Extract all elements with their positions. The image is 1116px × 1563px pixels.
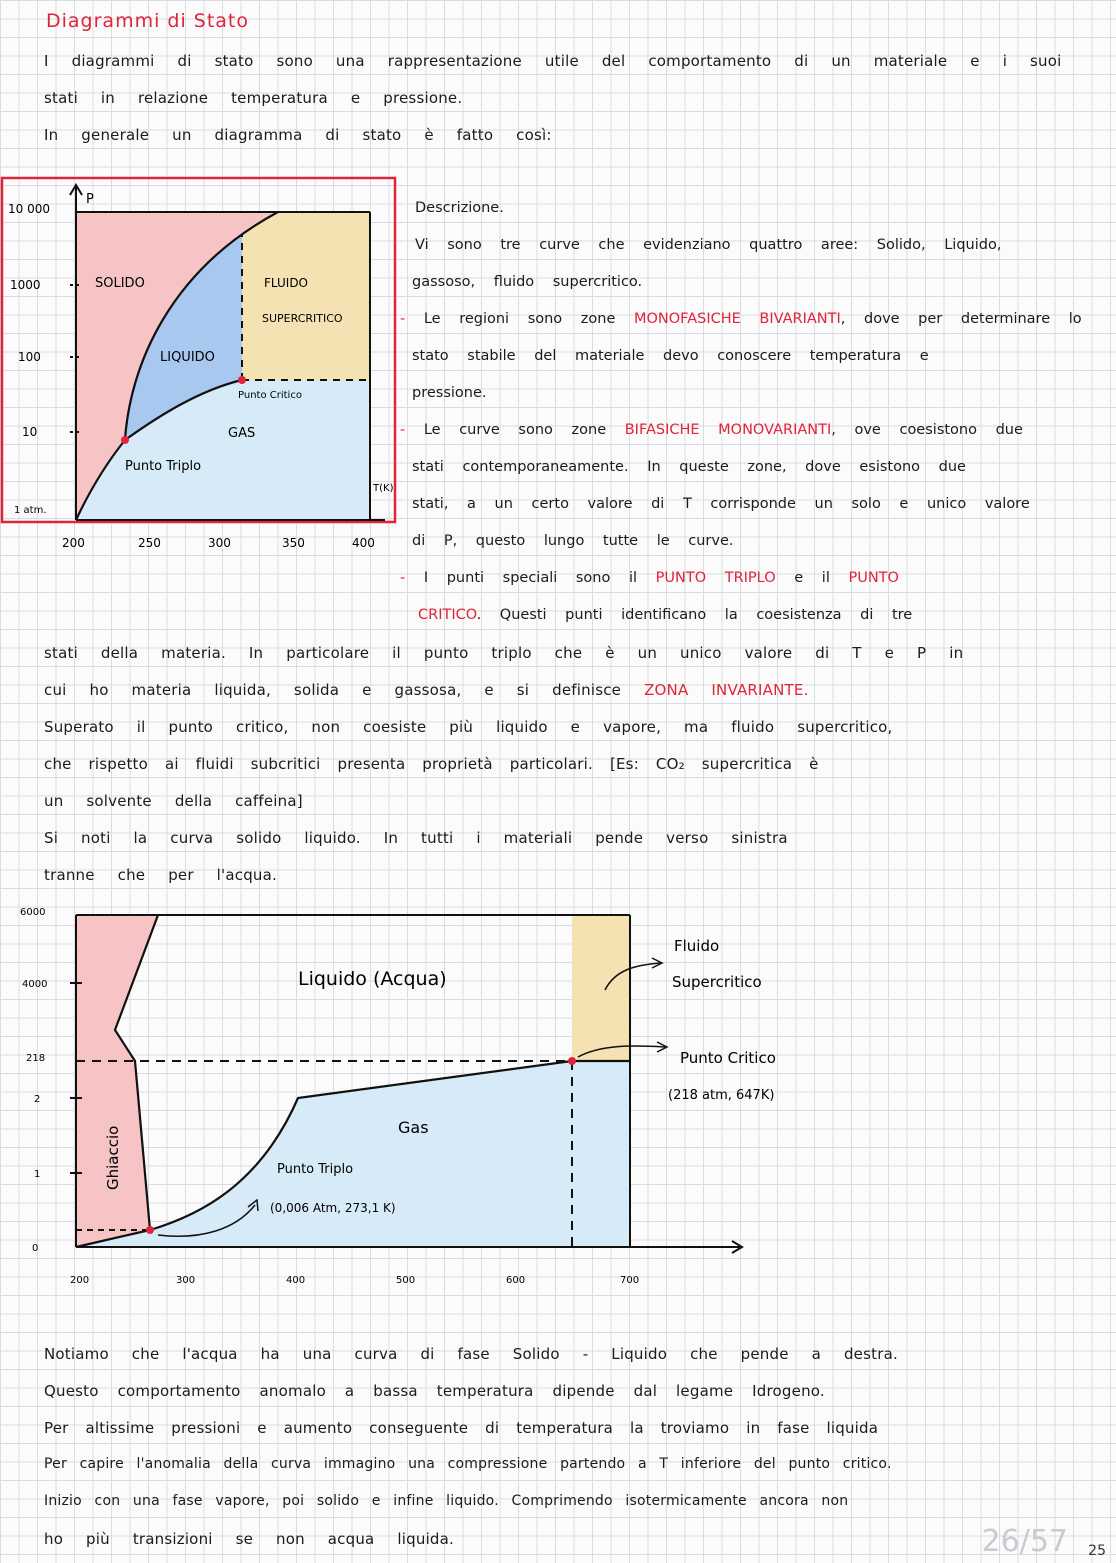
page-title: Diagrammi di Stato bbox=[46, 10, 250, 32]
label-critical-point: Punto Critico bbox=[680, 1049, 776, 1067]
desc-p2-l2: stato stabile del materiale devo conoscere temperatura e bbox=[412, 348, 929, 364]
phase-diagram-general bbox=[0, 175, 410, 555]
label-fluido: FLUIDO bbox=[264, 276, 308, 290]
body-line-4: che rispetto ai fluidi subcritici presenta proprietà particolari. [Es: CO₂ supercritica è bbox=[44, 755, 819, 773]
footer-line-4: Per capire l'anomalia della curva immagino una compressione partendo a T inferiore del punto critico. bbox=[44, 1456, 892, 1472]
label-gas: GAS bbox=[228, 426, 256, 441]
footer-line-3: Per altissime pressioni e aumento conseguente di temperatura la troviamo in fase liquida bbox=[44, 1419, 879, 1437]
label-liquido: LIQUIDO bbox=[160, 350, 215, 365]
desc-p2-l3: pressione. bbox=[412, 385, 487, 401]
x-tick-300: 300 bbox=[176, 1275, 196, 1286]
p-axis-label: P bbox=[86, 192, 94, 207]
y-tick-2: 2 bbox=[34, 1094, 41, 1105]
triple-point-marker bbox=[146, 1226, 154, 1234]
ice-region bbox=[76, 915, 158, 1247]
label-critical-point-value: (218 atm, 647K) bbox=[668, 1088, 775, 1103]
x-tick-400: 400 bbox=[352, 536, 375, 550]
body-line-5: un solvente della caffeina] bbox=[44, 792, 303, 810]
y-tick-218: 218 bbox=[26, 1053, 46, 1064]
y-tick-6000: 6000 bbox=[20, 907, 46, 918]
critical-point-marker bbox=[238, 376, 246, 384]
x-tick-600: 600 bbox=[506, 1275, 526, 1286]
y-tick-100: 100 bbox=[18, 350, 41, 364]
x-tick-250: 250 bbox=[138, 536, 161, 550]
page-counter: 26/57 bbox=[981, 1524, 1068, 1559]
body-line-1: stati della materia. In particolare il punto triplo che è un unico valore di T e P in bbox=[44, 644, 964, 662]
x-tick-700: 700 bbox=[620, 1275, 640, 1286]
intro-line-1: I diagrammi di stato sono una rappresentazione utile del comportamento di un materiale e i suoi bbox=[44, 52, 1062, 70]
x-tick-300: 300 bbox=[208, 536, 231, 550]
page-number: 25 bbox=[1088, 1543, 1106, 1559]
y-tick-1000: 1000 bbox=[10, 278, 41, 292]
desc-heading: Descrizione. bbox=[415, 200, 504, 216]
y-tick-1: 1 bbox=[34, 1169, 41, 1180]
desc-p1-l1: Vi sono tre curve che evidenziano quattro aree: Solido, Liquido, bbox=[415, 237, 1002, 253]
desc-p3-l4: di P, questo lungo tutte le curve. bbox=[412, 533, 734, 549]
intro-line-3: In generale un diagramma di stato è fatto così: bbox=[44, 126, 552, 144]
label-triple-point-value: (0,006 Atm, 273,1 K) bbox=[270, 1201, 396, 1215]
fluid-region bbox=[242, 212, 370, 380]
body-line-2: cui ho materia liquida, solida e gassosa, e si definisce ZONA INVARIANTE. bbox=[44, 681, 809, 699]
x-tick-200: 200 bbox=[70, 1275, 90, 1286]
y-tick-4000: 4000 bbox=[22, 979, 48, 990]
y-tick-1atm: 1 atm. bbox=[14, 505, 47, 516]
label-ghiaccio: Ghiaccio bbox=[104, 1125, 122, 1190]
label-supercritico: Supercritico bbox=[672, 973, 762, 991]
gas-region bbox=[76, 1061, 630, 1247]
footer-line-6: ho più transizioni se non acqua liquida. bbox=[44, 1530, 455, 1548]
label-fluido: Fluido bbox=[674, 937, 720, 955]
label-supercritico: SUPERCRITICO bbox=[262, 312, 343, 325]
critical-point-marker bbox=[568, 1057, 576, 1065]
x-tick-200: 200 bbox=[62, 536, 85, 550]
label-triple-point: Punto Triplo bbox=[125, 459, 202, 474]
label-gas: Gas bbox=[398, 1118, 429, 1137]
label-critical-point: Punto Critico bbox=[238, 390, 302, 401]
body-line-6: Si noti la curva solido liquido. In tutti i materiali pende verso sinistra bbox=[44, 829, 788, 847]
x-tick-400: 400 bbox=[286, 1275, 306, 1286]
desc-p4-l2: CRITICO. Questi punti identificano la coesistenza di tre bbox=[418, 607, 913, 623]
fluid-region bbox=[572, 915, 630, 1061]
footer-line-2: Questo comportamento anomalo a bassa temperatura dipende dal legame Idrogeno. bbox=[44, 1382, 825, 1400]
t-axis-label: T(K) bbox=[373, 483, 394, 494]
desc-p3-l3: stati, a un certo valore di T corrisponde un solo e unico valore bbox=[412, 496, 1030, 512]
desc-p2-l1: - Le regioni sono zone MONOFASICHE BIVARIANTI, dove per determinare lo bbox=[400, 311, 1082, 327]
y-tick-10: 10 bbox=[22, 425, 38, 439]
intro-line-2: stati in relazione temperatura e pressione. bbox=[44, 89, 463, 107]
label-solido: SOLIDO bbox=[95, 276, 145, 291]
body-line-7: tranne che per l'acqua. bbox=[44, 866, 278, 884]
phase-diagram-water bbox=[0, 895, 820, 1295]
y-tick-0: 0 bbox=[32, 1243, 39, 1254]
desc-p3-l1: - Le curve sono zone BIFASICHE MONOVARIANTI, ove coesistono due bbox=[400, 422, 1023, 438]
footer-line-1: Notiamo che l'acqua ha una curva di fase Solido - Liquido che pende a destra. bbox=[44, 1345, 898, 1363]
label-liquido-acqua: Liquido (Acqua) bbox=[298, 968, 447, 990]
triple-point-marker bbox=[121, 436, 129, 444]
footer-line-5: Inizio con una fase vapore, poi solido e infine liquido. Comprimendo isotermicamente ancora non bbox=[44, 1493, 849, 1509]
desc-p1-l2: gassoso, fluido supercritico. bbox=[412, 274, 643, 290]
y-tick-10000: 10 000 bbox=[8, 202, 50, 216]
x-tick-500: 500 bbox=[396, 1275, 416, 1286]
label-triple-point: Punto Triplo bbox=[277, 1162, 354, 1177]
desc-p4-l1: - I punti speciali sono il PUNTO TRIPLO e il PUNTO bbox=[400, 570, 899, 586]
desc-p3-l2: stati contemporaneamente. In queste zone, dove esistono due bbox=[412, 459, 966, 475]
body-line-3: Superato il punto critico, non coesiste più liquido e vapore, ma fluido supercritico, bbox=[44, 718, 893, 736]
x-tick-350: 350 bbox=[282, 536, 305, 550]
